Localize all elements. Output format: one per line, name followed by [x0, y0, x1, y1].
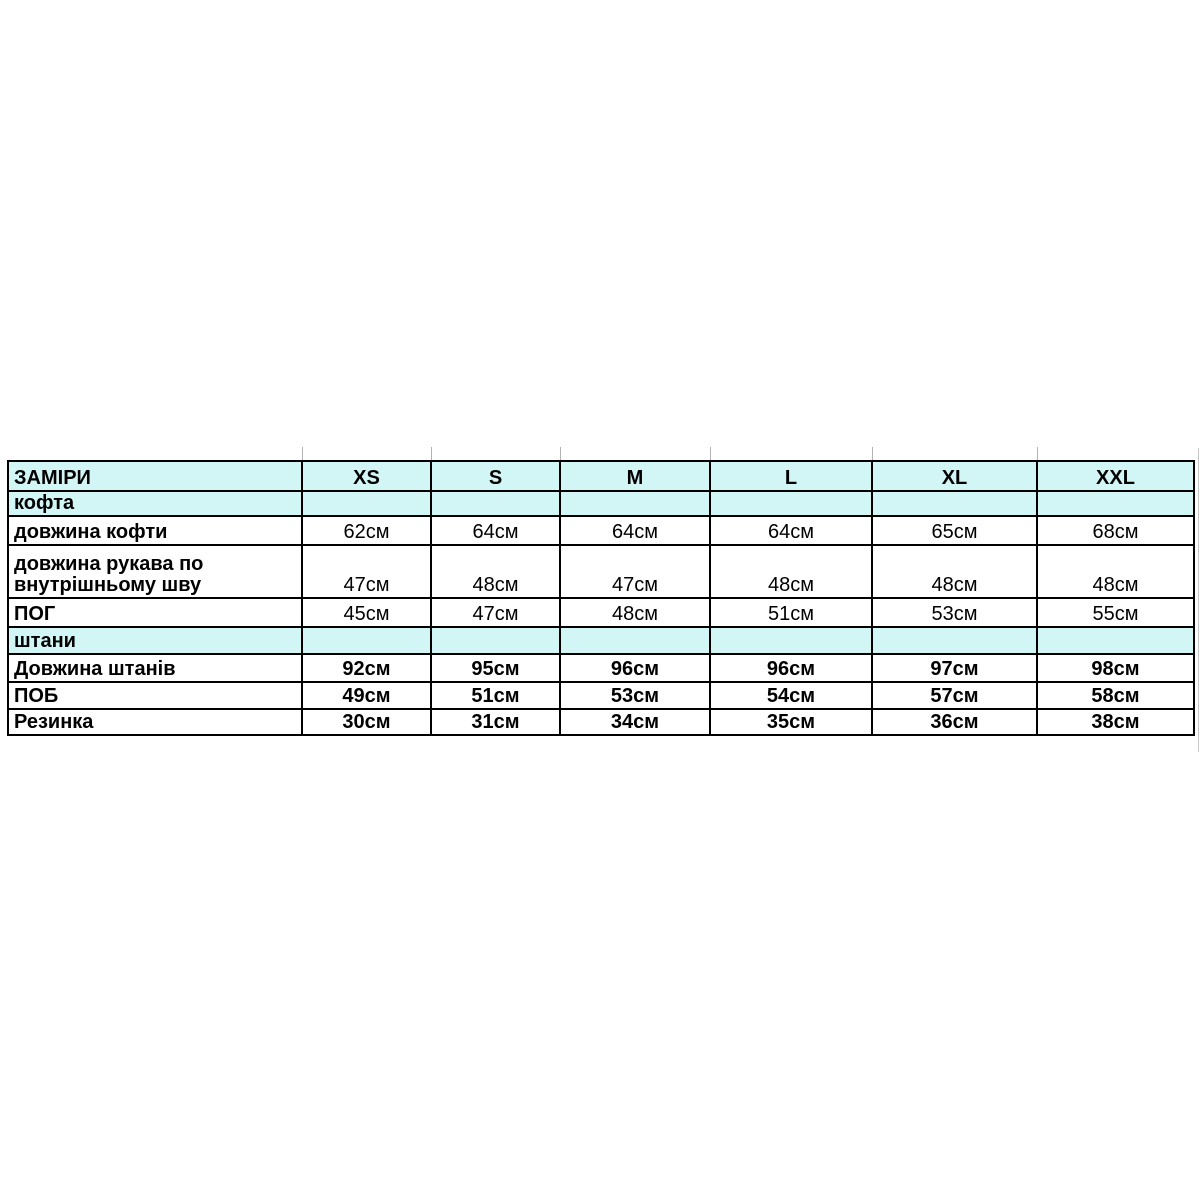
measurement-value: 51см — [710, 598, 872, 627]
empty-cell — [431, 491, 560, 516]
measurement-value: 62см — [302, 516, 431, 545]
header-size-cell: S — [431, 461, 560, 491]
header-size-cell: M — [560, 461, 710, 491]
measurement-value: 47см — [431, 598, 560, 627]
header-size-cell: XS — [302, 461, 431, 491]
measurement-value: 48см — [431, 545, 560, 598]
measurement-value: 31см — [431, 709, 560, 735]
measurement-value: 97см — [872, 654, 1037, 682]
header-size-cell: XXL — [1037, 461, 1194, 491]
measurement-value: 49см — [302, 682, 431, 709]
measurement-value: 96см — [560, 654, 710, 682]
measurement-value: 47см — [302, 545, 431, 598]
gridline-tick — [872, 447, 873, 461]
measurement-label: ПОБ — [8, 682, 302, 709]
measurement-value: 48см — [560, 598, 710, 627]
empty-cell — [1037, 627, 1194, 654]
measurement-value: 36см — [872, 709, 1037, 735]
empty-cell — [560, 491, 710, 516]
measurement-value: 34см — [560, 709, 710, 735]
measurement-label: довжина рукава по внутрішньому шву — [8, 545, 302, 598]
empty-cell — [710, 627, 872, 654]
measurement-value: 68см — [1037, 516, 1194, 545]
table-row — [8, 516, 1194, 545]
size-table — [7, 460, 1195, 736]
measurement-value: 35см — [710, 709, 872, 735]
table-row — [8, 545, 1194, 598]
header-row — [8, 461, 1194, 491]
table-row — [8, 654, 1194, 682]
measurement-value: 96см — [710, 654, 872, 682]
measurement-value: 98см — [1037, 654, 1194, 682]
section-row-kofta — [8, 491, 1194, 516]
measurement-value: 92см — [302, 654, 431, 682]
measurement-label: довжина кофти — [8, 516, 302, 545]
measurement-value: 53см — [560, 682, 710, 709]
table-row — [8, 598, 1194, 627]
gridline-tick — [431, 447, 432, 461]
measurement-value: 65см — [872, 516, 1037, 545]
measurement-label: ПОГ — [8, 598, 302, 627]
measurement-value: 48см — [710, 545, 872, 598]
section-row-shtany — [8, 627, 1194, 654]
measurement-value: 48см — [1037, 545, 1194, 598]
measurement-value: 95см — [431, 654, 560, 682]
empty-cell — [872, 627, 1037, 654]
gridline-tick — [560, 447, 561, 461]
gridline-tick — [710, 447, 711, 461]
table-row — [8, 682, 1194, 709]
header-size-cell: XL — [872, 461, 1037, 491]
header-size-cell: L — [710, 461, 872, 491]
empty-cell — [872, 491, 1037, 516]
gridline-tick — [302, 447, 303, 461]
empty-cell — [302, 491, 431, 516]
gridline-right — [1198, 448, 1199, 752]
gridline-tick — [1037, 447, 1038, 461]
measurement-value: 51см — [431, 682, 560, 709]
measurement-label: Довжина штанів — [8, 654, 302, 682]
measurement-value: 45см — [302, 598, 431, 627]
measurement-value: 48см — [872, 545, 1037, 598]
empty-cell — [560, 627, 710, 654]
measurement-value: 47см — [560, 545, 710, 598]
measurement-value: 30см — [302, 709, 431, 735]
measurement-value: 53см — [872, 598, 1037, 627]
measurement-value: 64см — [431, 516, 560, 545]
empty-cell — [1037, 491, 1194, 516]
empty-cell — [302, 627, 431, 654]
table-row — [8, 709, 1194, 735]
measurement-value: 57см — [872, 682, 1037, 709]
empty-cell — [710, 491, 872, 516]
measurement-label: Резинка — [8, 709, 302, 735]
measurement-value: 55см — [1037, 598, 1194, 627]
header-measurements-cell: ЗАМІРИ — [8, 461, 302, 491]
empty-cell — [431, 627, 560, 654]
measurement-value: 64см — [560, 516, 710, 545]
section-label: кофта — [8, 491, 302, 516]
measurement-value: 64см — [710, 516, 872, 545]
section-label: штани — [8, 627, 302, 654]
measurement-value: 54см — [710, 682, 872, 709]
measurement-value: 58см — [1037, 682, 1194, 709]
measurement-value: 38см — [1037, 709, 1194, 735]
